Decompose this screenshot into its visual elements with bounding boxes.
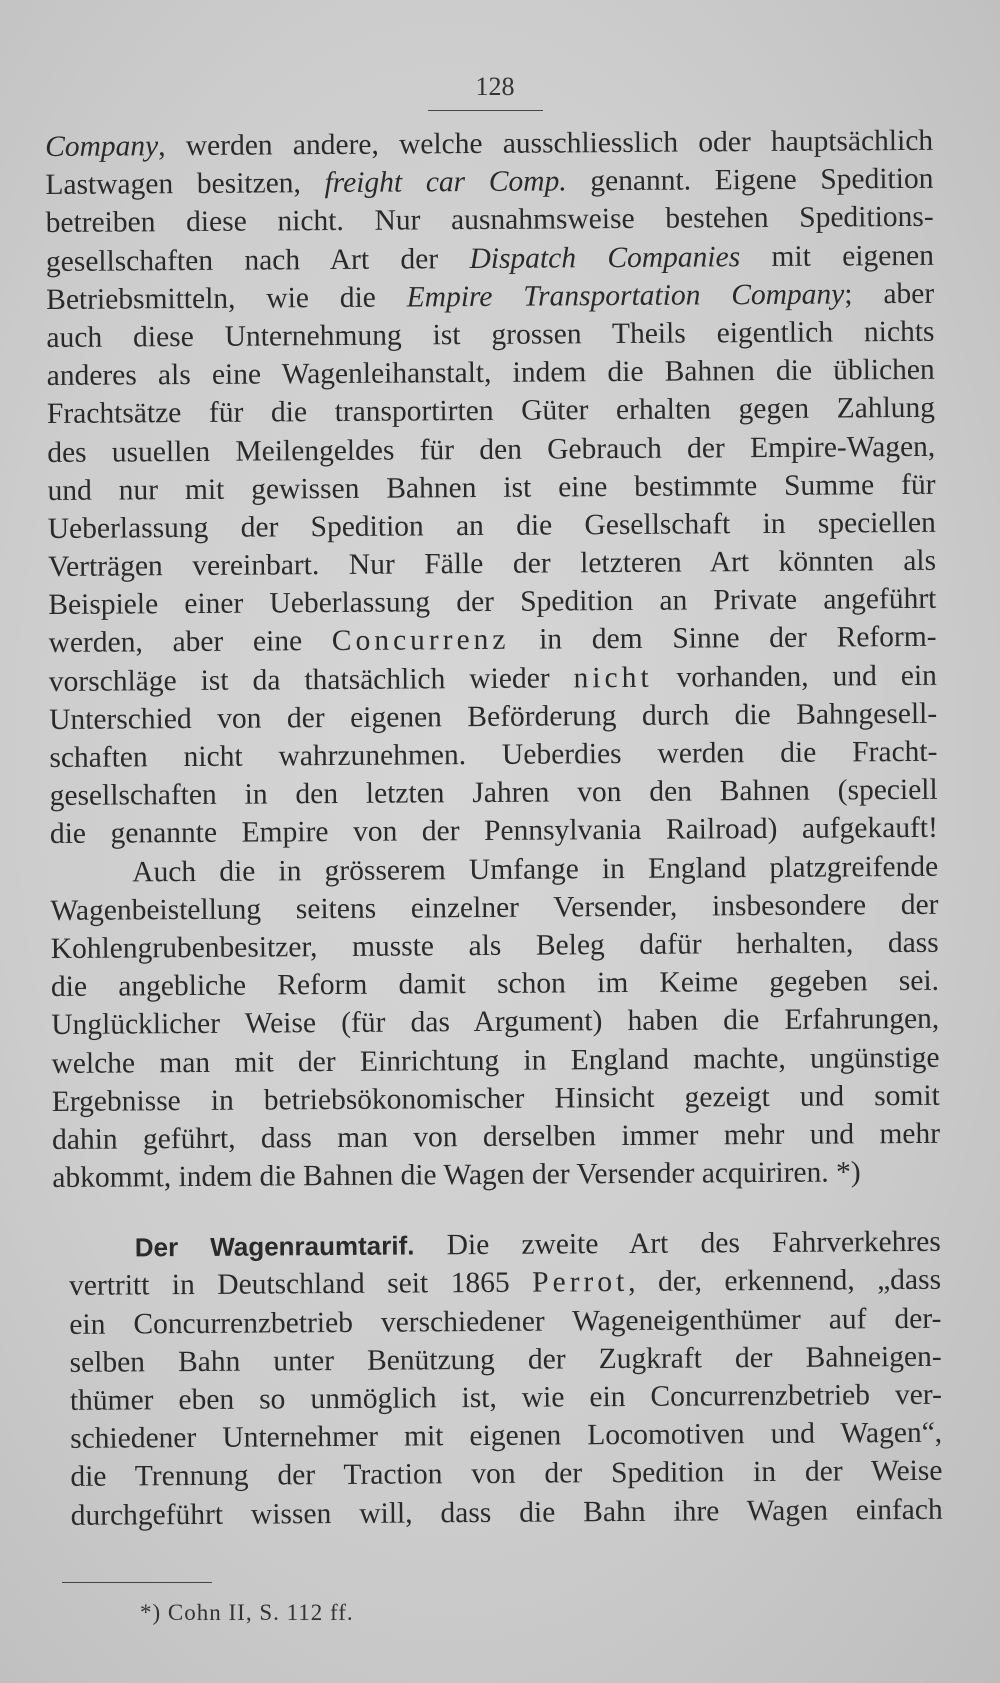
text-line: des usuellen Meilengeldes für den Gebrauch der Empire-Wagen, (47, 430, 936, 469)
page-number-rule (428, 110, 543, 111)
text-line: anderes als eine Wagenleihanstalt, indem die Bahnen die üblichen (46, 353, 935, 393)
text-line: auch diese Unternehmung ist grossen Theils eigentlich nichts (46, 315, 935, 354)
text-line: Auch die in grösserem Umfange in England platzgreifende (132, 850, 939, 888)
text-line: vertritt in Deutschland seit 1865 Perrot, der, erkennend, „dass (68, 1264, 942, 1303)
body-text (45, 122, 943, 1535)
text-line: Unterschied von der eigenen Beförderung durch die Bahngesell- (49, 697, 938, 736)
text-line: ein Concurrenzbetrieb verschiedener Wageneigenthümer auf der- (69, 1302, 942, 1341)
text-line: die Trennung der Traction von der Spedition in der Weise (70, 1455, 943, 1494)
text-line: werden, aber eine Concurrenz in dem Sinne der Reform- (48, 621, 937, 660)
text-line: Lastwagen besitzen, freight car Comp. genannt. Eigene Spedition (45, 162, 934, 202)
text-line: und nur mit gewissen Bahnen ist eine bestimmte Summe für (47, 468, 936, 507)
text-line: schiedener Unternehmer mit eigenen Locomotiven und Wagen“, (70, 1416, 943, 1456)
text-line: durchgeführt wissen will, dass die Bahn ihre Wagen einfach (70, 1493, 943, 1532)
text-line: Kohlengrubenbesitzer, musste als Beleg dafür herhalten, dass (50, 926, 939, 965)
footnote-rule (62, 1582, 212, 1583)
text-line: Beispiele einer Ueberlassung der Spedition an Private angeführt (48, 583, 937, 622)
text-line: die genannte Empire von der Pennsylvania Railroad) aufgekauft! (49, 812, 939, 851)
text-line: betreiben diese nicht. Nur ausnahmsweise bestehen Speditions- (45, 201, 934, 240)
text-line: gesellschaften in den letzten Jahren von den Bahnen (speciell (49, 773, 938, 813)
text-line: Ergebnisse in betriebsökonomischer Hinsicht gezeigt und somit (51, 1079, 940, 1118)
text-line: dahin geführt, dass man von derselben immer mehr und mehr (51, 1117, 941, 1156)
text-line: selben Bahn unter Benützung der Zugkraft der Bahneigen- (69, 1340, 942, 1379)
section-heading-line: Der Wagenraumtarif. Die zweite Art des Fahrverkehres (134, 1226, 941, 1263)
text-line: Company, werden andere, welche ausschliesslich oder hauptsächlich (45, 124, 934, 163)
text-line: gesellschaften nach Art der Dispatch Companies mit eigenen (45, 239, 935, 278)
section-heading: Der Wagenraumtarif. (134, 1230, 415, 1263)
text-line: die angebliche Reform damit schon im Keime gegeben sei. (50, 964, 940, 1004)
text-line: abkommt, indem die Bahnen die Wagen der Versender acquiriren. *) (52, 1156, 861, 1195)
footnote: *) Cohn II, S. 112 ff. (140, 1600, 354, 1625)
text-line: Betriebsmitteln, wie die Empire Transportation Company; aber (46, 277, 935, 316)
text-line: Unglücklicher Weise (für das Argument) haben die Erfahrungen, (51, 1003, 940, 1042)
text-line: Ueberlassung der Spedition an die Gesellschaft in speciellen (47, 506, 936, 545)
text-line: welche man mit der Einrichtung in England machte, ungünstige (51, 1041, 940, 1080)
text-line: Wagenbeistellung seitens einzelner Versender, insbesondere der (50, 888, 939, 927)
text-line: vorschläge ist da thatsächlich wieder nicht vorhanden, und ein (48, 659, 937, 698)
text-line: Verträgen vereinbart. Nur Fälle der letzteren Art könnten als (47, 544, 937, 584)
text-line: Frachtsätze für die transportirten Güter erhalten gegen Zahlung (46, 392, 936, 431)
text-line: schaften nicht wahrzunehmen. Ueberdies werden die Fracht- (49, 735, 938, 774)
text-line: thümer eben so unmöglich ist, wie ein Concurrenzbetrieb ver- (69, 1378, 942, 1417)
page-number: 128 (475, 72, 515, 101)
